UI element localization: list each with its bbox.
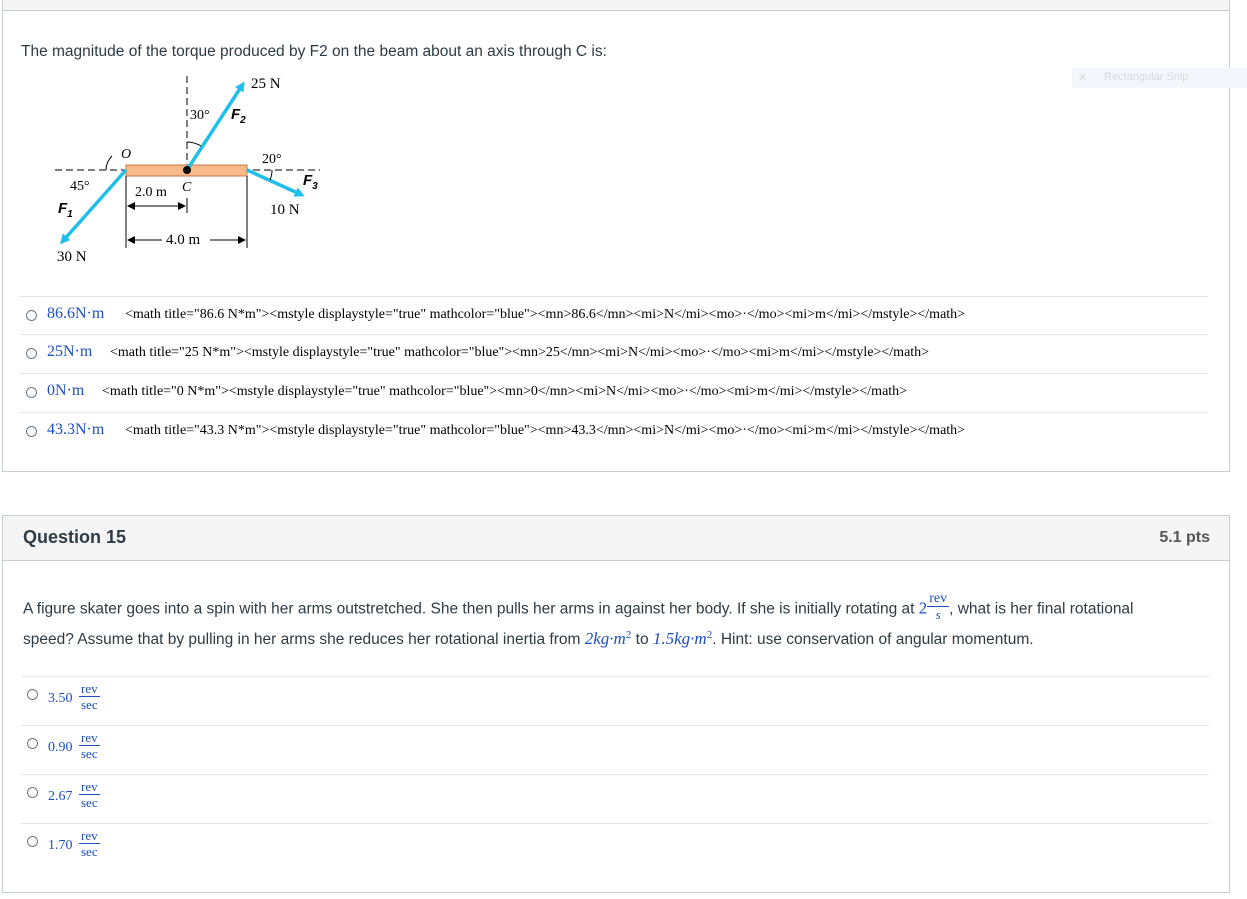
f3-subscript: 3 [312,181,318,192]
answer-option[interactable] [21,725,1209,774]
f3-letter: F [303,172,313,189]
answer-value: 0.90 [48,740,73,755]
answer-math: 25N·m [47,343,93,360]
radio-button[interactable] [26,348,37,359]
radio-button[interactable] [26,387,37,398]
fraction-numerator: rev [81,828,98,843]
answer-option[interactable] [21,676,1209,725]
snip-close-icon: ✕ [1078,72,1088,84]
f3-magnitude-label: 10 N [270,202,300,218]
answer-math-source: <math title="0 N*m"><mstyle displaystyle="true" mathcolor="blue"><mn>0</mn><mi>N</mi><mo>·</mo><mi>m</mi></mstyle></math> [102,384,908,399]
answer-option[interactable] [20,412,1208,452]
fraction-denominator: sec [81,844,98,859]
radio-button[interactable] [27,689,38,700]
prompt-text: . Hint: use conservation of angular momentum. [712,631,1034,649]
f2-magnitude-label: 25 N [251,76,281,92]
f2-subscript: 2 [240,115,246,126]
point-o-label: O [121,147,132,162]
radio-button[interactable] [27,836,38,847]
fraction-numerator: rev [81,730,98,745]
answer-value: 1.70 [48,838,73,853]
answer-unit-fraction [79,779,100,810]
initial-inertia: 2kg·m [584,629,626,649]
f2-label [231,106,246,126]
fraction-denominator: s [935,607,941,622]
question-header [3,516,1229,561]
answer-math: 86.6N·m [47,305,105,322]
question-prompt-line-2 [23,629,1034,649]
answer-math-source: <math title="43.3 N*m"><mstyle displaystyle="true" mathcolor="blue"><mn>43.3</mn><mi>N</mi><mo>·</mo><mi>m</mi></mstyle></math> [125,423,966,438]
snip-label: Rectangular Snip [1104,71,1189,83]
question-prompt-line-1 [23,591,1134,625]
fraction-numerator: rev [929,591,948,606]
fraction-denominator: sec [81,795,98,810]
angle-arc-45 [106,156,112,170]
f1-magnitude-label: 30 N [57,249,87,265]
answer-math-source: <math title="86.6 N*m"><mstyle displaystyle="true" mathcolor="blue"><mn>86.6</mn><mi>N</mi><mo>·</mo><mi>m</mi></mstyle></math> [125,307,966,322]
prompt-text: , what is her final rotational [949,600,1134,618]
fraction-denominator: sec [81,697,98,712]
rate-unit-fraction [927,591,949,622]
fraction-numerator: rev [81,779,98,794]
angle-45-label: 45° [70,179,90,194]
prompt-text: A figure skater goes into a spin with her arms outstretched. She then pulls her arms in against her body. If she is initially rotating at [23,600,919,618]
inertia-exponent: 2 [625,629,632,641]
answer-unit-fraction [79,730,100,761]
final-inertia: 1.5kg·m [652,629,707,649]
angle-arc-20 [270,170,272,180]
answer-math: 0N·m [47,382,85,399]
rate-value: 2 [918,598,928,618]
distance-4m-label: 4.0 m [166,232,201,248]
answer-unit-fraction [79,828,100,859]
f1-letter: F [58,200,68,217]
prompt-text: to [631,631,653,649]
rectangular-snip-overlay [1072,68,1247,88]
answer-list-q14 [20,296,1208,452]
angle-20-label: 20° [262,152,282,167]
question-header-bar [3,0,1229,11]
radio-button[interactable] [27,738,38,749]
answer-option[interactable] [20,373,1208,412]
pivot-point-c [183,166,191,174]
answer-unit-fraction [79,681,100,712]
f2-letter: F [231,106,241,123]
answer-value: 3.50 [48,691,73,706]
question-card-15 [2,515,1230,893]
f1-label [58,200,73,220]
f3-arrow [247,170,302,195]
f2-arrow [187,84,243,170]
answer-math-source: <math title="25 N*m"><mstyle displaystyle="true" mathcolor="blue"><mn>25</mn><mi>N</mi><mo>·</mo><mi>m</mi></mstyle></math> [110,345,930,360]
fraction-denominator: sec [81,746,98,761]
radio-button[interactable] [26,426,37,437]
f1-subscript: 1 [67,209,73,220]
prompt-text: speed? Assume that by pulling in her arms she reduces her rotational inertia from [23,631,585,649]
answer-option[interactable] [21,823,1209,872]
question-title: Question 15 [23,527,127,547]
answer-option[interactable] [20,296,1208,334]
angle-arc-30 [187,142,201,146]
answer-option[interactable] [21,774,1209,823]
answer-option[interactable] [20,334,1208,373]
answer-value: 2.67 [48,789,73,804]
angle-30-label: 30° [190,108,210,123]
radio-button[interactable] [26,310,37,321]
distance-2m-label: 2.0 m [135,185,167,200]
question-prompt: The magnitude of the torque produced by F2 on the beam about an axis through C is: [21,43,607,60]
radio-button[interactable] [27,787,38,798]
question-points: 5.1 pts [1159,529,1210,546]
point-c-label: C [182,180,192,195]
f3-label [303,172,318,192]
answer-list-q15 [21,676,1209,872]
answer-math: 43.3N·m [47,421,105,438]
inertia-exponent: 2 [706,629,713,641]
fraction-numerator: rev [81,681,98,696]
